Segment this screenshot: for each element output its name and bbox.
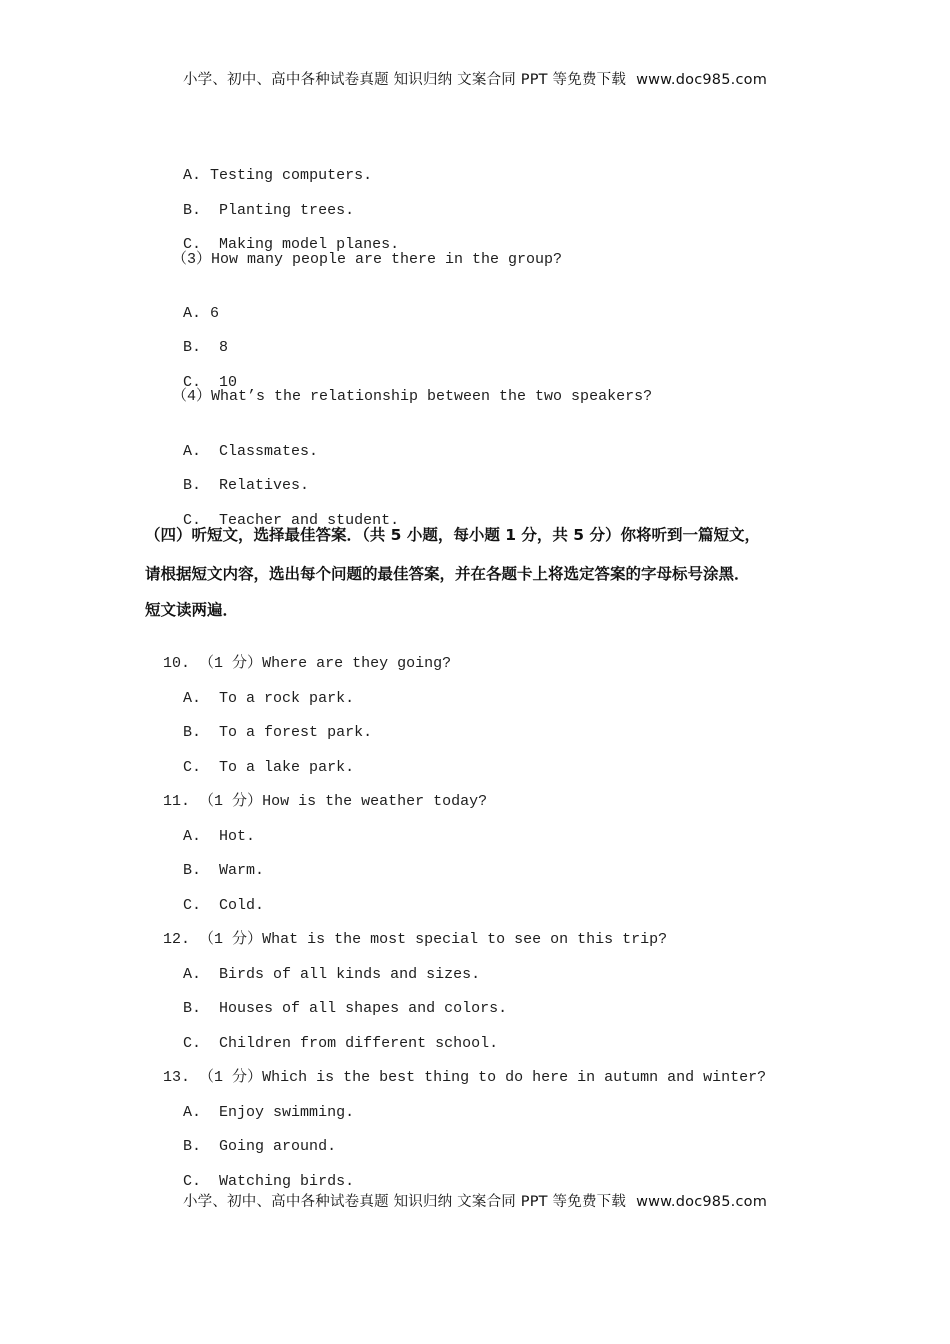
option-label: C. bbox=[183, 512, 202, 529]
subquestion-4-stem: （4）What’s the relationship between the two speakers? bbox=[172, 388, 653, 405]
option-label: B. bbox=[183, 862, 202, 879]
option-text: 10 bbox=[219, 374, 238, 391]
subquestion-3-stem: （3）How many people are there in the group? bbox=[172, 251, 563, 268]
option-text: Birds of all kinds and sizes. bbox=[219, 966, 481, 983]
option-label: C. bbox=[183, 236, 202, 253]
option-label: B. bbox=[183, 339, 202, 356]
question-12-option-b bbox=[165, 979, 507, 1019]
section-4-instruction-line-3: 短文读两遍． bbox=[145, 601, 239, 619]
option-text: Warm. bbox=[219, 862, 265, 879]
question-number: 12. bbox=[163, 931, 191, 948]
option-text: 6 bbox=[210, 305, 220, 322]
section-4-instruction-line-1: （四）听短文，选择最佳答案．（共 5 小题，每小题 1 分，共 5 分）你将听到一篇短文， bbox=[145, 526, 760, 544]
option-prev-a bbox=[165, 146, 372, 186]
question-10-stem bbox=[145, 634, 451, 674]
question-score: （1 分） bbox=[199, 655, 263, 672]
option-label: C. bbox=[183, 759, 202, 776]
option-text: Making model planes. bbox=[219, 236, 400, 253]
header-url: www.doc985.com bbox=[636, 72, 768, 88]
option-text: Classmates. bbox=[219, 443, 319, 460]
question-13-stem bbox=[145, 1048, 766, 1088]
option-text: To a forest park. bbox=[219, 724, 373, 741]
option-label: C. bbox=[183, 1173, 202, 1190]
question-13-option-b bbox=[165, 1117, 336, 1157]
option-label: B. bbox=[183, 477, 202, 494]
question-number: 13. bbox=[163, 1069, 191, 1086]
footer-url: www.doc985.com bbox=[636, 1194, 768, 1210]
question-number: 10. bbox=[163, 655, 191, 672]
question-text: Where are they going? bbox=[262, 655, 452, 672]
header-text: 小学、初中、高中各种试卷真题 知识归纳 文案合同 PPT 等免费下载 bbox=[182, 72, 627, 88]
page-header bbox=[0, 68, 950, 89]
option-text: Testing computers. bbox=[210, 167, 373, 184]
option-label: B. bbox=[183, 1138, 202, 1155]
option-label: A. bbox=[183, 167, 202, 184]
option-label: B. bbox=[183, 202, 202, 219]
question-score: （1 分） bbox=[199, 931, 263, 948]
option-text: Hot. bbox=[219, 828, 256, 845]
question-13-option-c bbox=[165, 1152, 354, 1192]
option-prev-c bbox=[165, 215, 399, 255]
option-text: To a rock park. bbox=[219, 690, 355, 707]
option-label: A. bbox=[183, 443, 202, 460]
footer-text: 小学、初中、高中各种试卷真题 知识归纳 文案合同 PPT 等免费下载 bbox=[182, 1194, 627, 1210]
question-score: （1 分） bbox=[199, 1069, 263, 1086]
option-text: Cold. bbox=[219, 897, 265, 914]
option-text: 8 bbox=[219, 339, 229, 356]
subquestion-4-option-b bbox=[165, 456, 309, 496]
option-label: A. bbox=[183, 828, 202, 845]
subquestion-3-option-b bbox=[165, 318, 228, 358]
option-label: A. bbox=[183, 690, 202, 707]
option-text: Planting trees. bbox=[219, 202, 355, 219]
option-text: Relatives. bbox=[219, 477, 310, 494]
question-number: 11. bbox=[163, 793, 191, 810]
option-text: To a lake park. bbox=[219, 759, 355, 776]
option-label: A. bbox=[183, 966, 202, 983]
option-text: Houses of all shapes and colors. bbox=[219, 1000, 508, 1017]
option-label: B. bbox=[183, 724, 202, 741]
option-label: C. bbox=[183, 374, 202, 391]
option-label: C. bbox=[183, 897, 202, 914]
option-label: B. bbox=[183, 1000, 202, 1017]
option-label: A. bbox=[183, 305, 202, 322]
question-12-stem bbox=[145, 910, 667, 950]
question-11-stem bbox=[145, 772, 487, 812]
question-11-option-b bbox=[165, 841, 264, 881]
option-text: Children from different school. bbox=[219, 1035, 499, 1052]
option-label: A. bbox=[183, 1104, 202, 1121]
option-text: Enjoy swimming. bbox=[219, 1104, 355, 1121]
question-10-option-b bbox=[165, 703, 372, 743]
option-text: Teacher and student. bbox=[219, 512, 400, 529]
option-text: Watching birds. bbox=[219, 1173, 355, 1190]
option-label: C. bbox=[183, 1035, 202, 1052]
question-score: （1 分） bbox=[199, 793, 263, 810]
option-text: Going around. bbox=[219, 1138, 337, 1155]
question-text: How is the weather today? bbox=[262, 793, 488, 810]
page-footer bbox=[0, 1190, 950, 1211]
question-text: What is the most special to see on this trip? bbox=[262, 931, 668, 948]
section-4-instruction-line-2: 请根据短文内容，选出每个问题的最佳答案，并在各题卡上将选定答案的字母标号涂黑． bbox=[145, 565, 750, 583]
question-text: Which is the best thing to do here in autumn and winter? bbox=[262, 1069, 767, 1086]
